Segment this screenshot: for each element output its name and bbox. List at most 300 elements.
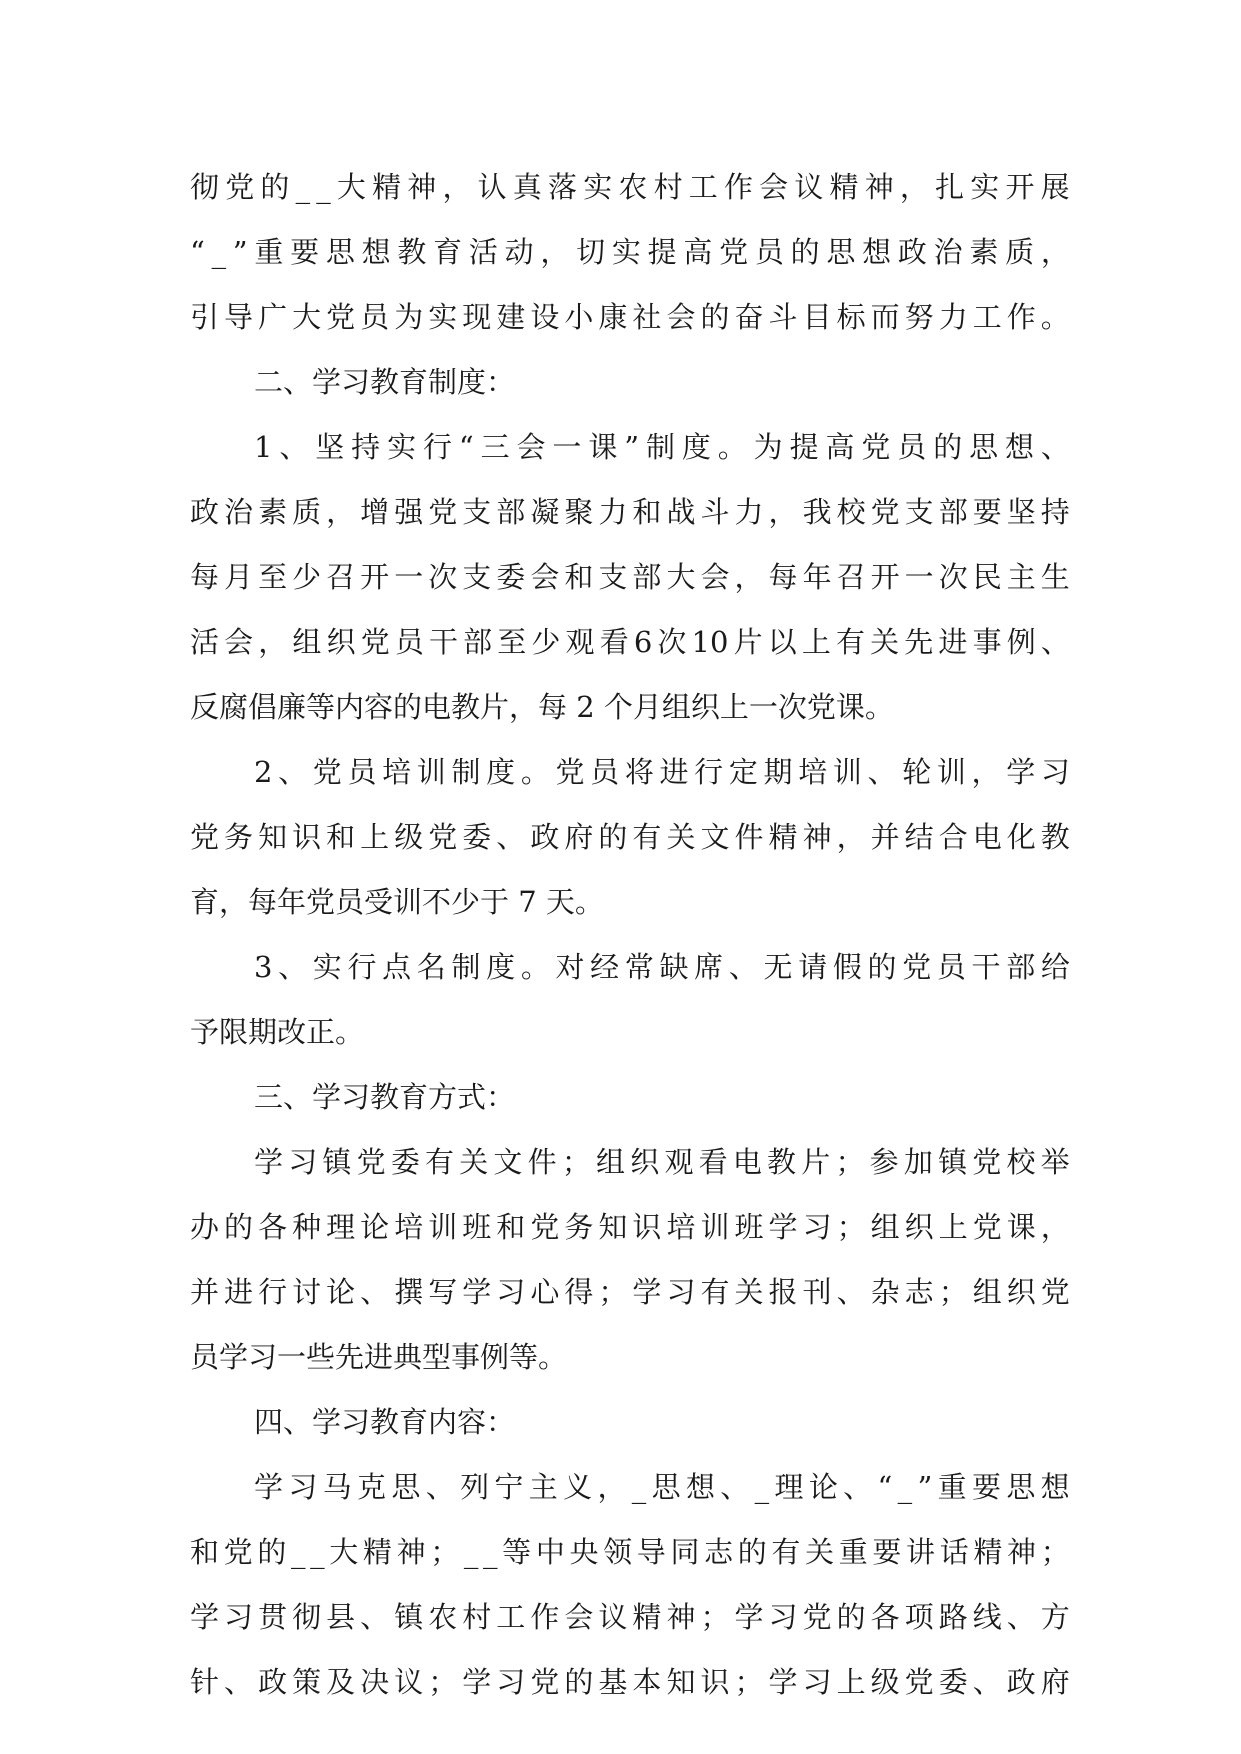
glyph: 校 — [836, 495, 866, 529]
glyph: 组 — [870, 1210, 900, 1244]
glyph: 有 — [632, 820, 662, 854]
glyph: ； — [835, 1145, 865, 1179]
glyph: 目 — [802, 300, 832, 334]
glyph: 席 — [694, 950, 724, 984]
glyph: 假 — [832, 950, 862, 984]
glyph: 努 — [904, 300, 934, 334]
glyph: 的 — [257, 1535, 287, 1569]
glyph: 3 — [254, 950, 273, 984]
text-line — [190, 1260, 1070, 1325]
glyph: 部 — [463, 625, 493, 659]
text-line: 三、学习教育方式： — [254, 1080, 516, 1114]
glyph: 习 — [768, 1600, 798, 1634]
glyph: 议 — [598, 1600, 628, 1634]
glyph: 精 — [768, 820, 798, 854]
glyph: 村 — [653, 170, 683, 204]
glyph: 心 — [530, 1275, 560, 1309]
glyph: 一 — [394, 560, 424, 594]
glyph: 中 — [535, 1535, 565, 1569]
glyph: 作 — [530, 1600, 560, 1634]
glyph: ， — [540, 235, 570, 269]
glyph: 工 — [972, 300, 1002, 334]
glyph: 6 — [633, 625, 653, 659]
glyph: 神 — [864, 170, 894, 204]
glyph: 论 — [360, 1210, 390, 1244]
glyph: 训 — [428, 1210, 458, 1244]
glyph: 实 — [583, 170, 613, 204]
glyph: 、 — [224, 1665, 254, 1699]
glyph: ； — [1040, 1535, 1070, 1569]
glyph: 实 — [387, 430, 417, 464]
glyph: ； — [700, 1600, 730, 1634]
glyph: ； — [836, 1210, 866, 1244]
glyph: 部 — [496, 495, 526, 529]
glyph: 知 — [666, 1665, 696, 1699]
glyph: 党 — [190, 820, 220, 854]
glyph: _ — [463, 1535, 479, 1569]
glyph: 例 — [1006, 625, 1036, 659]
glyph: ； — [598, 1275, 628, 1309]
glyph: 认 — [477, 170, 507, 204]
text-line — [190, 220, 1070, 285]
glyph: 一 — [904, 560, 934, 594]
glyph: 治 — [933, 235, 963, 269]
glyph: 质 — [292, 495, 322, 529]
glyph: 力 — [734, 495, 764, 529]
glyph: 的 — [867, 950, 897, 984]
glyph: 凝 — [530, 495, 560, 529]
glyph: 重 — [838, 1535, 868, 1569]
glyph: 习 — [802, 1210, 832, 1244]
glyph: 策 — [292, 1665, 322, 1699]
glyph: 训 — [700, 1210, 730, 1244]
text-line: 员学习一些先进典型事例等。 — [190, 1340, 568, 1374]
glyph: 奋 — [734, 300, 764, 334]
glyph: 神 — [802, 820, 832, 854]
glyph: 学 — [254, 1470, 284, 1504]
glyph: 教 — [767, 1145, 797, 1179]
glyph: 事 — [972, 625, 1002, 659]
glyph: ， — [768, 495, 798, 529]
glyph: 理 — [774, 1470, 804, 1504]
glyph: 委 — [462, 820, 492, 854]
glyph: 思 — [826, 235, 856, 269]
glyph: 织 — [630, 1145, 660, 1179]
glyph: 提 — [647, 235, 677, 269]
line-text — [190, 1195, 1070, 1260]
glyph: 关 — [459, 1145, 489, 1179]
glyph: 政 — [1006, 1665, 1036, 1699]
glyph: 关 — [805, 1535, 835, 1569]
glyph: ， — [442, 170, 472, 204]
text-line: 二、学习教育制度： — [254, 365, 516, 399]
glyph: 学 — [1006, 755, 1036, 789]
glyph: 员 — [360, 300, 390, 334]
text-line — [190, 1455, 1070, 1520]
glyph: 农 — [428, 1600, 458, 1634]
glyph: 彻 — [292, 1600, 322, 1634]
glyph: 的 — [224, 1210, 254, 1244]
glyph: 有 — [836, 625, 866, 659]
line-text — [190, 1260, 1070, 1325]
glyph: 坚 — [315, 430, 345, 464]
glyph: 干 — [971, 950, 1001, 984]
glyph: ， — [1040, 1210, 1070, 1244]
glyph: 并 — [870, 820, 900, 854]
glyph: 行 — [347, 950, 377, 984]
glyph: 委 — [938, 1665, 968, 1699]
glyph: 撰 — [394, 1275, 424, 1309]
text-line — [190, 740, 1070, 805]
glyph: 作 — [723, 170, 753, 204]
glyph: 干 — [428, 625, 458, 659]
glyph: 线 — [972, 1600, 1002, 1634]
glyph: 并 — [190, 1275, 220, 1309]
glyph: 社 — [632, 300, 662, 334]
glyph: 志 — [904, 1275, 934, 1309]
glyph: 文 — [493, 1145, 523, 1179]
glyph: 合 — [938, 820, 968, 854]
glyph: 、 — [1006, 1600, 1036, 1634]
glyph: 和 — [632, 495, 662, 529]
glyph: 观 — [565, 625, 595, 659]
glyph: 工 — [688, 170, 718, 204]
glyph: 和 — [564, 560, 594, 594]
glyph: 、 — [360, 1600, 390, 1634]
glyph: 战 — [666, 495, 696, 529]
line-text — [190, 1520, 1070, 1585]
glyph: 行 — [422, 430, 452, 464]
glyph: 文 — [700, 820, 730, 854]
glyph: 党 — [870, 495, 900, 529]
glyph: 支 — [598, 560, 628, 594]
glyph: 神 — [396, 1535, 426, 1569]
glyph: 广 — [258, 300, 288, 334]
glyph: 大 — [666, 560, 696, 594]
glyph: 的 — [790, 235, 820, 269]
glyph: 开 — [1005, 170, 1035, 204]
glyph: 度 — [486, 950, 516, 984]
glyph: 和 — [190, 1535, 220, 1569]
glyph: 政 — [897, 235, 927, 269]
glyph: 班 — [734, 1210, 764, 1244]
glyph: 加 — [903, 1145, 933, 1179]
glyph: _ — [754, 1470, 770, 1504]
glyph: 有 — [771, 1535, 801, 1569]
line-text — [254, 935, 1070, 1000]
glyph: 展 — [1040, 170, 1070, 204]
text-line — [190, 545, 1070, 610]
glyph: 学 — [462, 1665, 492, 1699]
glyph: 电 — [972, 820, 1002, 854]
glyph: 府 — [1040, 1665, 1070, 1699]
glyph: 增 — [360, 495, 390, 529]
glyph: 志 — [704, 1535, 734, 1569]
glyph: _ — [310, 1535, 325, 1569]
glyph: 名 — [416, 950, 446, 984]
line-text — [254, 1455, 1070, 1520]
glyph: 实 — [312, 950, 342, 984]
glyph: 和 — [326, 820, 356, 854]
line-text — [254, 1130, 1070, 1195]
glyph: ， — [326, 495, 356, 529]
glyph: 支 — [462, 495, 492, 529]
glyph: 动 — [504, 235, 534, 269]
glyph: 民 — [972, 560, 1002, 594]
glyph: 党 — [719, 235, 749, 269]
glyph: 导 — [636, 1535, 666, 1569]
glyph: 识 — [292, 820, 322, 854]
glyph: 议 — [394, 1665, 424, 1699]
glyph: 召 — [836, 560, 866, 594]
glyph: 彻 — [190, 170, 220, 204]
glyph: 党 — [902, 950, 932, 984]
glyph: 员 — [897, 430, 927, 464]
glyph: 、 — [972, 1665, 1002, 1699]
glyph: 2 — [254, 755, 273, 789]
glyph: 识 — [700, 1665, 730, 1699]
glyph: 习 — [496, 1275, 526, 1309]
glyph: 党 — [1040, 1275, 1070, 1309]
glyph: 党 — [555, 755, 585, 789]
glyph: 党 — [530, 1665, 560, 1699]
glyph: 府 — [564, 820, 594, 854]
glyph: 结 — [904, 820, 934, 854]
glyph: 、 — [496, 820, 526, 854]
glyph: _ — [211, 235, 227, 269]
glyph: 斗 — [768, 300, 798, 334]
text-line — [190, 935, 1070, 1000]
glyph: 教 — [397, 235, 427, 269]
glyph: 话 — [939, 1535, 969, 1569]
glyph: 月 — [224, 560, 254, 594]
glyph: ， — [597, 1470, 627, 1504]
glyph: 党 — [428, 495, 458, 529]
glyph: 政 — [190, 495, 220, 529]
glyph: 小 — [564, 300, 594, 334]
glyph: 、 — [278, 950, 308, 984]
glyph: 制 — [451, 755, 481, 789]
text-line — [190, 610, 1070, 675]
glyph: 论 — [326, 1275, 356, 1309]
glyph: _ — [295, 170, 311, 204]
glyph: 。 — [520, 755, 550, 789]
glyph: 组 — [972, 1275, 1002, 1309]
glyph: 举 — [1040, 1145, 1070, 1179]
glyph: 等 — [502, 1535, 532, 1569]
glyph: 精 — [362, 1535, 392, 1569]
glyph: 杂 — [870, 1275, 900, 1309]
glyph: 、 — [836, 1275, 866, 1309]
glyph: 想 — [862, 235, 892, 269]
glyph: ” — [917, 1470, 933, 1504]
glyph: 件 — [527, 1145, 557, 1179]
glyph: 织 — [904, 1210, 934, 1244]
line-text — [190, 155, 1070, 220]
glyph: 贯 — [258, 1600, 288, 1634]
glyph: 针 — [190, 1665, 220, 1699]
glyph: 行 — [694, 755, 724, 789]
glyph: ， — [971, 755, 1001, 789]
glyph: 要 — [971, 1470, 1001, 1504]
glyph: 现 — [462, 300, 492, 334]
glyph: 上 — [836, 1665, 866, 1699]
glyph: 训 — [936, 755, 966, 789]
glyph: ； — [561, 1145, 591, 1179]
glyph: 会 — [530, 560, 560, 594]
glyph: 活 — [190, 625, 220, 659]
glyph: 学 — [768, 1665, 798, 1699]
glyph: 学 — [632, 1275, 662, 1309]
glyph: ， — [1040, 235, 1070, 269]
glyph: _ — [290, 1535, 306, 1569]
glyph: 训 — [832, 755, 862, 789]
glyph: 及 — [326, 1665, 356, 1699]
glyph: 进 — [938, 625, 968, 659]
glyph: 实 — [970, 170, 1000, 204]
glyph: 先 — [904, 625, 934, 659]
glyph: 次 — [428, 560, 458, 594]
glyph: 教 — [1040, 820, 1070, 854]
glyph: 化 — [1006, 820, 1036, 854]
glyph: 组 — [292, 625, 322, 659]
glyph: 部 — [1006, 950, 1036, 984]
glyph: 方 — [1040, 1600, 1070, 1634]
glyph: 精 — [632, 1600, 662, 1634]
glyph: 党 — [312, 755, 342, 789]
glyph: 级 — [394, 820, 424, 854]
glyph: 务 — [564, 1210, 594, 1244]
glyph: 马 — [322, 1470, 352, 1504]
glyph: 理 — [326, 1210, 356, 1244]
text-line — [190, 285, 1070, 350]
glyph: 10 — [691, 625, 729, 659]
glyph: 神 — [666, 1600, 696, 1634]
glyph: 少 — [531, 625, 561, 659]
glyph: 校 — [1006, 1145, 1036, 1179]
glyph: 部 — [632, 560, 662, 594]
glyph: 习 — [496, 1665, 526, 1699]
glyph: 思 — [391, 1470, 421, 1504]
text-line — [190, 1585, 1070, 1650]
line-text — [254, 740, 1070, 805]
glyph: 员 — [754, 235, 784, 269]
glyph: 习 — [802, 1665, 832, 1699]
glyph: 习 — [1040, 755, 1070, 789]
glyph: 思 — [325, 235, 355, 269]
glyph: 康 — [598, 300, 628, 334]
glyph: 知 — [258, 820, 288, 854]
glyph: 大 — [336, 170, 366, 204]
glyph: 给 — [1040, 950, 1070, 984]
glyph: 期 — [763, 755, 793, 789]
glyph: 委 — [496, 560, 526, 594]
glyph: “ — [458, 430, 474, 464]
glyph: 习 — [288, 1470, 318, 1504]
glyph: 治 — [224, 495, 254, 529]
glyph: 重 — [254, 235, 284, 269]
glyph: 班 — [462, 1210, 492, 1244]
glyph: 常 — [624, 950, 654, 984]
glyph: 实 — [428, 300, 458, 334]
glyph: 党 — [360, 625, 390, 659]
glyph: 标 — [836, 300, 866, 334]
line-text — [254, 415, 1070, 480]
glyph: 支 — [462, 560, 492, 594]
glyph: 报 — [768, 1275, 798, 1309]
glyph: 生 — [1040, 560, 1070, 594]
glyph: ， — [899, 170, 929, 204]
text-line — [190, 805, 1070, 870]
glyph: 片 — [801, 1145, 831, 1179]
text-line: 四、学习教育内容： — [254, 1405, 516, 1439]
glyph: “ — [190, 235, 205, 269]
text-line — [190, 1130, 1070, 1195]
glyph: 要 — [872, 1535, 902, 1569]
glyph: 、 — [843, 1470, 873, 1504]
glyph: 片 — [733, 625, 763, 659]
glyph: 开 — [360, 560, 390, 594]
line-text — [190, 1650, 1070, 1715]
glyph: 对 — [555, 950, 585, 984]
glyph: 真 — [512, 170, 542, 204]
glyph: 落 — [548, 170, 578, 204]
glyph: 次 — [938, 560, 968, 594]
glyph: 的 — [260, 170, 290, 204]
glyph: 至 — [258, 560, 288, 594]
glyph: 知 — [598, 1210, 628, 1244]
glyph: 请 — [798, 950, 828, 984]
glyph: 、 — [1040, 625, 1070, 659]
text-line — [190, 415, 1070, 480]
glyph: 制 — [645, 430, 675, 464]
glyph: 、 — [720, 1470, 750, 1504]
glyph: 镇 — [322, 1145, 352, 1179]
glyph: 党 — [326, 300, 356, 334]
text-line — [190, 1520, 1070, 1585]
glyph: 员 — [394, 625, 424, 659]
glyph: 镇 — [394, 1600, 424, 1634]
glyph: 各 — [258, 1210, 288, 1244]
line-text — [190, 610, 1070, 675]
glyph: 看 — [599, 625, 629, 659]
glyph: ， — [258, 625, 288, 659]
glyph: 镇 — [938, 1145, 968, 1179]
glyph: 少 — [292, 560, 322, 594]
glyph: 精 — [372, 170, 402, 204]
glyph: 党 — [802, 1600, 832, 1634]
glyph: 政 — [258, 1665, 288, 1699]
glyph: 以 — [767, 625, 797, 659]
glyph: 议 — [794, 170, 824, 204]
glyph: 作 — [1006, 300, 1036, 334]
glyph: 央 — [569, 1535, 599, 1569]
glyph: 会 — [700, 560, 730, 594]
glyph: 党 — [972, 1210, 1002, 1244]
glyph: 观 — [664, 1145, 694, 1179]
glyph: 召 — [326, 560, 356, 594]
glyph: 培 — [798, 755, 828, 789]
glyph: 要 — [972, 495, 1002, 529]
glyph: 缺 — [659, 950, 689, 984]
glyph: 上 — [360, 820, 390, 854]
glyph: 关 — [734, 1275, 764, 1309]
glyph: 决 — [360, 1665, 390, 1699]
glyph: 定 — [728, 755, 758, 789]
line-text — [190, 220, 1070, 285]
glyph: 、 — [1040, 430, 1070, 464]
glyph: 级 — [870, 1665, 900, 1699]
